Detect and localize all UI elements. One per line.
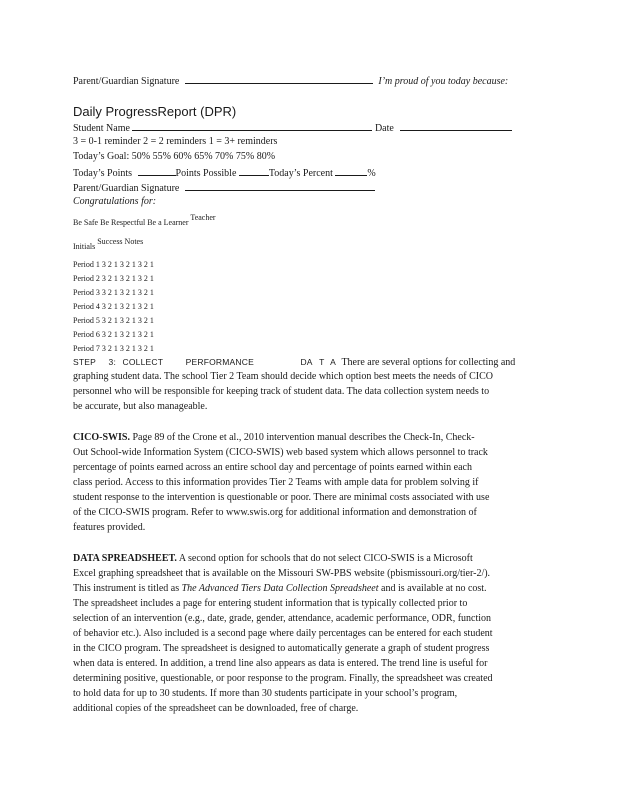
dpr-signature-label: Parent/Guardian Signature	[73, 183, 180, 194]
top-signature-row	[73, 74, 508, 88]
student-name-label: Student Name	[73, 123, 130, 134]
percent-sign: %	[367, 168, 376, 179]
spreadsheet-line: The spreadsheet includes a page for entering student information that is typically collected prior to	[73, 598, 468, 609]
cico-swis-line: of the CICO-SWIS program. Refer to www.swis.org for additional information and demonstration of	[73, 507, 477, 518]
step3-number: 3:	[108, 357, 117, 367]
congratulations-label: Congratulations for:	[73, 196, 157, 207]
student-name-blank[interactable]	[132, 121, 372, 131]
step3-performance: PERFORMANCE	[185, 357, 254, 367]
spreadsheet-line: in the CICO program. The spreadsheet is designed to automatically generate a graph of student progress	[73, 643, 490, 654]
cico-swis-heading: CICO-SWIS.	[73, 432, 130, 443]
step3-da: DA	[300, 357, 313, 367]
period-row: Period 7 3 2 1 3 2 1 3 2 1	[73, 344, 154, 353]
spreadsheet-heading: DATA SPREADSHEET.	[73, 553, 177, 564]
spreadsheet-line: to hold data for up to 30 students. If more than 30 students participate in your school’s program,	[73, 688, 458, 699]
cico-swis-line: percentage of points earned across an entire school day and percentage of points earned within each	[73, 462, 472, 473]
period-row: Period 5 3 2 1 3 2 1 3 2 1	[73, 316, 154, 325]
percent-blank[interactable]	[335, 166, 367, 176]
spreadsheet-line: and is available at no cost.	[381, 583, 487, 594]
spreadsheet-line: determining positive, questionable, or poor response to the program. Finally, the spreadsheet was created	[73, 673, 493, 684]
expectations: Be Safe Be Respectful Be a Learner	[73, 218, 189, 227]
date-label: Date	[374, 123, 394, 134]
points-blank[interactable]	[138, 166, 176, 176]
points-possible-blank[interactable]	[239, 166, 269, 176]
dpr-signature-row	[73, 181, 375, 195]
step3-line: There are several options for collecting and	[341, 357, 516, 368]
step3-t: T	[319, 357, 325, 367]
student-name-row	[73, 121, 512, 135]
initials-label: Initials	[73, 242, 96, 251]
initials-row	[73, 237, 144, 253]
points-label: Today’s Points	[73, 168, 133, 179]
step3-heading	[73, 356, 515, 369]
step3-line: be accurate, but also manageable.	[73, 401, 208, 412]
spreadsheet-title: The Advanced Tiers Data Collection Spreadsheet	[181, 583, 379, 594]
expectations-row	[73, 213, 216, 229]
points-possible-label: Points Possible	[175, 168, 237, 179]
success-notes-label: Success Notes	[97, 237, 144, 246]
signature-blank[interactable]	[185, 74, 373, 84]
spreadsheet-line: of behavior etc.). Also included is a second page where daily percentages can be entered for each student	[73, 628, 493, 639]
teacher-label: Teacher	[190, 213, 216, 222]
period-row: Period 1 3 2 1 3 2 1 3 2 1	[73, 260, 154, 269]
reminders-scale: 3 = 0-1 reminder 2 = 2 reminders 1 = 3+ reminders	[73, 136, 278, 147]
spreadsheet-line: A second option for schools that do not select CICO-SWIS is a Microsoft	[178, 553, 473, 564]
cico-swis-line: class period. Access to this information provides Tier 2 Teams with ample data for problem solving if	[73, 477, 479, 488]
period-row: Period 4 3 2 1 3 2 1 3 2 1	[73, 302, 154, 311]
spreadsheet-first-line	[73, 553, 473, 565]
proud-text: I’m proud of you today because:	[378, 76, 509, 87]
todays-goal: Today’s Goal: 50% 55% 60% 65% 70% 75% 80%	[73, 151, 276, 162]
step3-step: STEP	[73, 357, 97, 367]
cico-swis-line: Page 89 of the Crone et al., 2010 intervention manual describes the Check-In, Check-	[132, 432, 475, 443]
cico-swis-first-line	[73, 432, 475, 444]
spreadsheet-line: Excel graphing spreadsheet that is available on the Missouri SW-PBS website (pbismissouri.org/tier-2/).	[73, 568, 491, 579]
points-row	[73, 166, 376, 180]
step3-line: graphing student data. The school Tier 2 Team should decide which option best meets the needs of CICO	[73, 371, 493, 382]
period-row: Period 2 3 2 1 3 2 1 3 2 1	[73, 274, 154, 283]
spreadsheet-line: when data is entered. In addition, a trend line also appears as data is entered. The trend line is useful for	[73, 658, 488, 669]
cico-swis-line: Out School-wide Information System (CICO-SWIS) web based system which allows personnel to track	[73, 447, 488, 458]
dpr-title: Daily ProgressReport (DPR)	[73, 104, 237, 119]
cico-swis-line: features provided.	[73, 522, 146, 533]
cico-swis-line: student response to the intervention is questionable or poor. There are minimal costs associated with use	[73, 492, 490, 503]
step3-collect: COLLECT	[122, 357, 164, 367]
dpr-signature-blank[interactable]	[185, 181, 375, 191]
spreadsheet-line: This instrument is titled as	[73, 583, 180, 594]
step3-line: personnel who will be responsible for keeping track of student data. The data collection system needs to	[73, 386, 490, 397]
period-row: Period 3 3 2 1 3 2 1 3 2 1	[73, 288, 154, 297]
percent-label: Today’s Percent	[268, 168, 333, 179]
spreadsheet-line: additional copies of the spreadsheet can be downloaded, free of charge.	[73, 703, 359, 714]
spreadsheet-line: selection of an intervention (e.g., date, grade, gender, attendance, academic performance, ODR, function	[73, 613, 492, 624]
period-row: Period 6 3 2 1 3 2 1 3 2 1	[73, 330, 154, 339]
step3-a: A	[330, 357, 336, 367]
date-blank[interactable]	[400, 121, 512, 131]
signature-label: Parent/Guardian Signature	[73, 76, 180, 87]
spreadsheet-title-line	[73, 583, 487, 595]
